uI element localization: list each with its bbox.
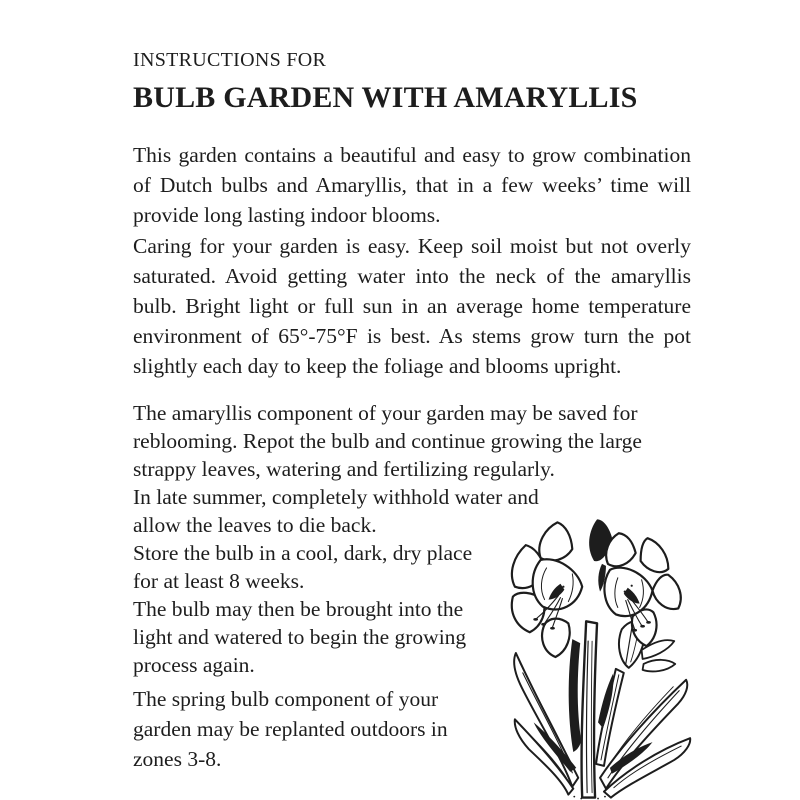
bloom-left bbox=[512, 522, 582, 657]
text-line: for at least 8 weeks. bbox=[133, 569, 305, 593]
paragraph-care bbox=[133, 231, 691, 381]
text-line: The bulb may then be brought into the bbox=[133, 597, 464, 621]
paragraph-intro bbox=[133, 140, 691, 230]
text-line: of Dutch bulbs and Amaryllis, that in a few weeks’ time will bbox=[133, 173, 691, 197]
leaves bbox=[514, 653, 690, 798]
text-line: Caring for your garden is easy. Keep soil moist but not overly bbox=[133, 234, 691, 258]
leaves bbox=[569, 639, 582, 752]
bloom-right bbox=[604, 533, 680, 646]
text-line: The amaryllis component of your garden may be saved for bbox=[133, 401, 638, 425]
text-line: light and watered to begin the growing bbox=[133, 625, 467, 649]
kicker-heading: INSTRUCTIONS FOR bbox=[133, 49, 327, 71]
text-line: environment of 65°-75°F is best. As stems grow turn the pot bbox=[133, 324, 691, 348]
text-line: reblooming. Repot the bulb and continue growing the large bbox=[133, 429, 642, 453]
text-line: This garden contains a beautiful and easy to grow combination bbox=[133, 143, 691, 167]
text-line: strappy leaves, watering and fertilizing regularly. bbox=[133, 457, 555, 481]
page-title: BULB GARDEN WITH AMARYLLIS bbox=[133, 81, 638, 114]
text-line: allow the leaves to die back. bbox=[133, 513, 377, 537]
text-line: provide long lasting indoor blooms. bbox=[133, 203, 441, 227]
text-line: In late summer, completely withhold water and bbox=[133, 485, 539, 509]
text-line: The spring bulb component of your bbox=[133, 687, 439, 711]
text-line: garden may be replanted outdoors in bbox=[133, 717, 448, 741]
text-line: zones 3-8. bbox=[133, 747, 222, 771]
text-line: slightly each day to keep the foliage and blooms upright. bbox=[133, 354, 622, 378]
text-line: bulb. Bright light or full sun in an average home temperature bbox=[133, 294, 691, 318]
text-line: Store the bulb in a cool, dark, dry place bbox=[133, 541, 473, 565]
amaryllis-illustration bbox=[503, 512, 701, 800]
text-line: saturated. Avoid getting water into the neck of the amaryllis bbox=[133, 264, 691, 288]
text-line: process again. bbox=[133, 653, 255, 677]
